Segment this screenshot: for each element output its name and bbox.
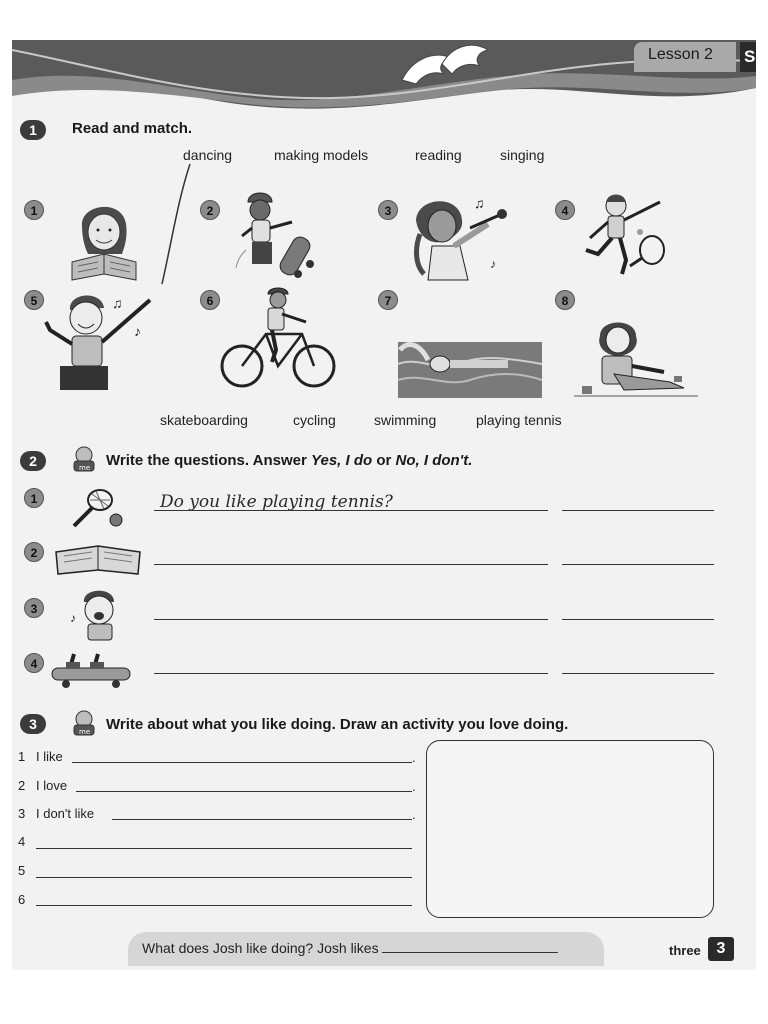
- picture-number-6: 6: [200, 290, 220, 310]
- write-line-5[interactable]: [36, 877, 412, 878]
- question-line-1[interactable]: [154, 510, 548, 511]
- word-skateboarding: skateboarding: [160, 412, 248, 428]
- footer-question: What does Josh like doing? Josh likes: [142, 940, 558, 956]
- write-line-6[interactable]: [36, 905, 412, 906]
- svg-text:me: me: [79, 464, 91, 472]
- answer-line-2[interactable]: [562, 564, 714, 565]
- write-line-1[interactable]: [72, 762, 412, 763]
- match-line: [150, 160, 200, 290]
- period-mark: .: [412, 807, 416, 822]
- picture-number-8: 8: [555, 290, 575, 310]
- write-line-number-2: 2: [18, 778, 26, 793]
- write-line-4[interactable]: [36, 848, 412, 849]
- svg-text:♪: ♪: [134, 323, 141, 339]
- footer-answer-line[interactable]: [382, 952, 558, 953]
- boy-singing-icon: [70, 586, 126, 642]
- me-icon: [70, 446, 98, 472]
- write-line-number-5: 5: [18, 863, 26, 878]
- question-line-2[interactable]: [154, 564, 548, 565]
- exercise-2-row-number-1: 1: [24, 488, 44, 508]
- picture-number-4: 4: [555, 200, 575, 220]
- lesson-label: Lesson 2: [648, 46, 713, 63]
- exercise-3-badge: 3: [20, 714, 46, 734]
- drawing-box[interactable]: [426, 740, 714, 918]
- exercise-2-row-number-3: 3: [24, 598, 44, 618]
- girl-reading-illustration: [62, 196, 146, 282]
- example-answer-text: Do you like playing tennis?: [160, 492, 393, 512]
- svg-text:me: me: [79, 728, 91, 736]
- picture-number-3: 3: [378, 200, 398, 220]
- word-cycling: cycling: [293, 412, 336, 428]
- book-icon: [52, 542, 144, 578]
- exercise-2-row-number-2: 2: [24, 542, 44, 562]
- word-swimming: swimming: [374, 412, 437, 428]
- girl-cycling-illustration: [216, 286, 336, 396]
- word-singing: singing: [500, 147, 545, 163]
- swimming-illustration: [398, 334, 542, 398]
- me-icon: [70, 710, 98, 736]
- write-line-3[interactable]: [112, 819, 412, 820]
- question-line-3[interactable]: [154, 619, 548, 620]
- write-line-prompt-2: I love: [36, 778, 68, 793]
- svg-text:♪: ♪: [490, 257, 496, 271]
- boy-playing-tennis-illustration: [578, 190, 672, 284]
- write-line-number-3: 3: [18, 806, 26, 821]
- exercise-1-title: Read and match.: [72, 120, 193, 137]
- period-mark: .: [412, 750, 416, 765]
- girl-making-models-illustration: [574, 316, 698, 400]
- write-line-2[interactable]: [76, 791, 412, 792]
- question-line-4[interactable]: [154, 673, 548, 674]
- girl-singing-illustration: [410, 194, 520, 282]
- exercise-2-row-number-4: 4: [24, 653, 44, 673]
- svg-text:♫: ♫: [112, 295, 123, 311]
- word-making-models: making models: [274, 147, 369, 163]
- picture-number-1: 1: [24, 200, 44, 220]
- svg-text:♪: ♪: [70, 611, 76, 625]
- boy-dancing-illustration: [42, 286, 162, 392]
- word-dancing: dancing: [183, 147, 233, 163]
- write-line-number-6: 6: [18, 892, 26, 907]
- word-playing-tennis: playing tennis: [476, 412, 562, 428]
- answer-line-3[interactable]: [562, 619, 714, 620]
- answer-line-1[interactable]: [562, 510, 714, 511]
- skateboard-icon: [48, 650, 134, 690]
- write-line-number-1: 1: [18, 749, 26, 764]
- exercise-2-badge: 2: [20, 451, 46, 471]
- page-number-word: three: [669, 943, 701, 958]
- picture-number-7: 7: [378, 290, 398, 310]
- write-line-prompt-3: I don't like: [36, 806, 95, 821]
- boy-skateboarding-illustration: [232, 188, 332, 282]
- period-mark: .: [412, 779, 416, 794]
- exercise-2-title: Write the questions. Answer Yes, I do or No, I don't.: [106, 452, 473, 469]
- word-reading: reading: [415, 147, 462, 163]
- picture-number-2: 2: [200, 200, 220, 220]
- write-line-prompt-1: I like: [36, 749, 63, 764]
- exercise-1-badge: 1: [20, 120, 46, 140]
- answer-line-4[interactable]: [562, 673, 714, 674]
- tennis-racket-icon: [68, 486, 130, 532]
- picture-number-5: 5: [24, 290, 44, 310]
- write-line-number-4: 4: [18, 834, 26, 849]
- section-letter: S: [740, 42, 756, 72]
- page-number: 3: [708, 937, 734, 961]
- exercise-3-title: Write about what you like doing. Draw an activity you love doing.: [106, 716, 569, 733]
- svg-text:♫: ♫: [474, 195, 485, 211]
